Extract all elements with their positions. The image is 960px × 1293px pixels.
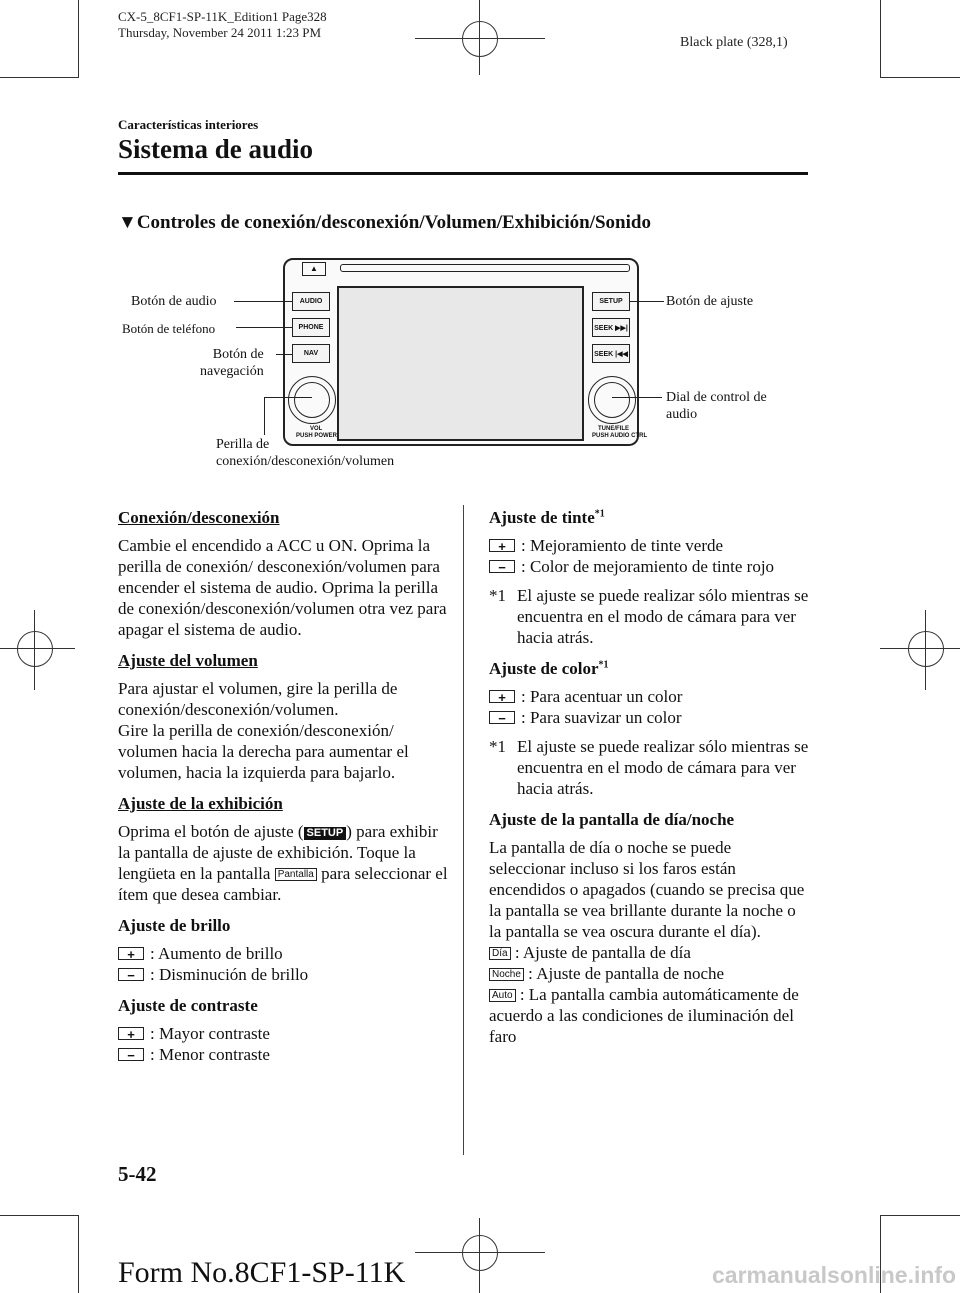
daynight-text: La pantalla de día o noche se puede seleccionar incluso si los faros están encendidos o apagados (cuando se precisa que la pantalla se vea brillante durante la noche o la pantalla se vea oscura durante el día). (489, 838, 805, 941)
section-category: Características interiores (118, 117, 259, 132)
auto-tab: Auto (489, 989, 516, 1002)
label-phone-button: Botón de teléfono (122, 321, 216, 336)
brightness-heading: Ajuste de brillo (118, 916, 231, 935)
contrast-plus: + : Mayor contraste (118, 1023, 448, 1044)
section-rule (118, 172, 808, 175)
plus-key-icon: + (489, 539, 515, 552)
contrast-minus: − : Menor contraste (118, 1044, 448, 1065)
label-setup-button: Botón de ajuste (666, 294, 754, 309)
color-plus: + : Para acentuar un color (489, 686, 809, 707)
label-nav-button: Botón de navegación (200, 347, 264, 379)
brightness-plus: + : Aumento de brillo (118, 943, 448, 964)
audio-control-dial (588, 376, 636, 424)
brightness-minus: − : Disminución de brillo (118, 964, 448, 985)
power-text: Cambie el encendido a ACC u ON. Oprima la perilla de conexión/ desconexión/volumen para encender el sistema de audio. Oprima la perilla de conexión/desconexión/volumen otra vez para apagar el sistema de audio. (118, 536, 447, 639)
unit-nav-button: NAV (292, 344, 330, 363)
volume-heading: Ajuste del volumen (118, 651, 258, 670)
color-footnote: *1 El ajuste se puede realizar sólo mientras se encuentra en el modo de cámara para ver hacia atrás. (489, 737, 809, 798)
unit-seek-down-button: SEEK |◀◀ (592, 344, 630, 363)
pantalla-tab: Pantalla (275, 868, 317, 881)
contrast-heading: Ajuste de contraste (118, 996, 258, 1015)
print-header-date: Thursday, November 24 2011 1:23 PM (118, 25, 322, 40)
push-audio-label: PUSH AUDIO CTRL (592, 433, 648, 439)
section-title: Sistema de audio (118, 134, 314, 164)
plus-key-icon: + (118, 947, 144, 960)
minus-key-icon: − (489, 711, 515, 724)
unit-phone-button: PHONE (292, 318, 330, 337)
page-number: 5-42 (118, 1162, 157, 1186)
left-column (118, 507, 448, 1065)
subsection-heading (118, 212, 651, 234)
subsection-marker: ▼ (118, 212, 137, 233)
print-header-left (118, 9, 327, 41)
display-heading: Ajuste de la exhibición (118, 794, 283, 813)
minus-key-icon: − (118, 968, 144, 981)
noche-line: Noche : Ajuste de pantalla de noche (489, 963, 809, 984)
label-audio-dial: Dial de control de audio (666, 390, 767, 422)
unit-setup-button: SETUP (592, 292, 630, 311)
display-screen (337, 286, 584, 441)
tint-heading: Ajuste de tinte$^{*1}$ (489, 508, 605, 527)
dia-line: Día : Ajuste de pantalla de día (489, 942, 809, 963)
unit-audio-button: AUDIO (292, 292, 330, 311)
tint-plus: + : Mejoramiento de tinte verde (489, 535, 809, 556)
label-audio-button: Botón de audio (131, 294, 217, 309)
form-number: Form No.8CF1-SP-11K (118, 1256, 406, 1289)
minus-key-icon: − (118, 1048, 144, 1061)
power-heading: Conexión/desconexión (118, 508, 280, 527)
volume-text-1: Para ajustar el volumen, gire la perilla de conexión/desconexión/volumen. (118, 679, 398, 719)
color-minus: − : Para suavizar un color (489, 707, 809, 728)
tint-footnote: *1 El ajuste se puede realizar sólo mientras se encuentra en el modo de cámara para ver hacia atrás. (489, 586, 809, 647)
dia-tab: Día (489, 947, 511, 960)
plus-key-icon: + (118, 1027, 144, 1040)
subsection-title: Controles de conexión/desconexión/Volumen/Exhibición/Sonido (136, 212, 651, 233)
plus-key-icon: + (489, 690, 515, 703)
eject-slot (340, 264, 630, 272)
eject-button (302, 262, 326, 276)
print-header-plate: Black plate (328,1) (680, 35, 788, 50)
right-column (489, 507, 809, 1047)
volume-text-2: Gire la perilla de conexión/desconexión/ volumen hacia la derecha para aumentar el volumen, hacia la izquierda para bajarlo. (118, 721, 409, 782)
display-text: Oprima el botón de ajuste ( SETUP ) para exhibir la pantalla de ajuste de exhibición. Toque la lengüeta en la pantalla Pantalla para seleccionar el ítem que desea cambiar. (118, 822, 448, 904)
unit-seek-up-button: SEEK ▶▶| (592, 318, 630, 337)
tune-label: TUNE/FILE (598, 426, 629, 432)
color-heading: Ajuste de color$^{*1}$ (489, 659, 609, 678)
power-volume-knob (288, 376, 336, 424)
eject-icon: ▲ (310, 264, 318, 273)
push-power-label: PUSH POWER (296, 433, 338, 439)
vol-label: VOL (310, 426, 323, 432)
setup-key-icon: SETUP (304, 827, 347, 840)
auto-line: Auto : La pantalla cambia automáticamente de acuerdo a las condiciones de iluminación del faro (489, 985, 799, 1046)
tint-minus: − : Color de mejoramiento de tinte rojo (489, 556, 809, 577)
print-header-file: CX-5_8CF1-SP-11K_Edition1 Page328 (118, 9, 327, 24)
daynight-heading: Ajuste de la pantalla de día/noche (489, 810, 735, 829)
label-power-knob: Perilla de conexión/desconexión/volumen (216, 437, 395, 469)
watermark: carmanualsonline.info (712, 1262, 957, 1288)
column-divider (463, 505, 464, 1155)
minus-key-icon: − (489, 560, 515, 573)
noche-tab: Noche (489, 968, 524, 981)
